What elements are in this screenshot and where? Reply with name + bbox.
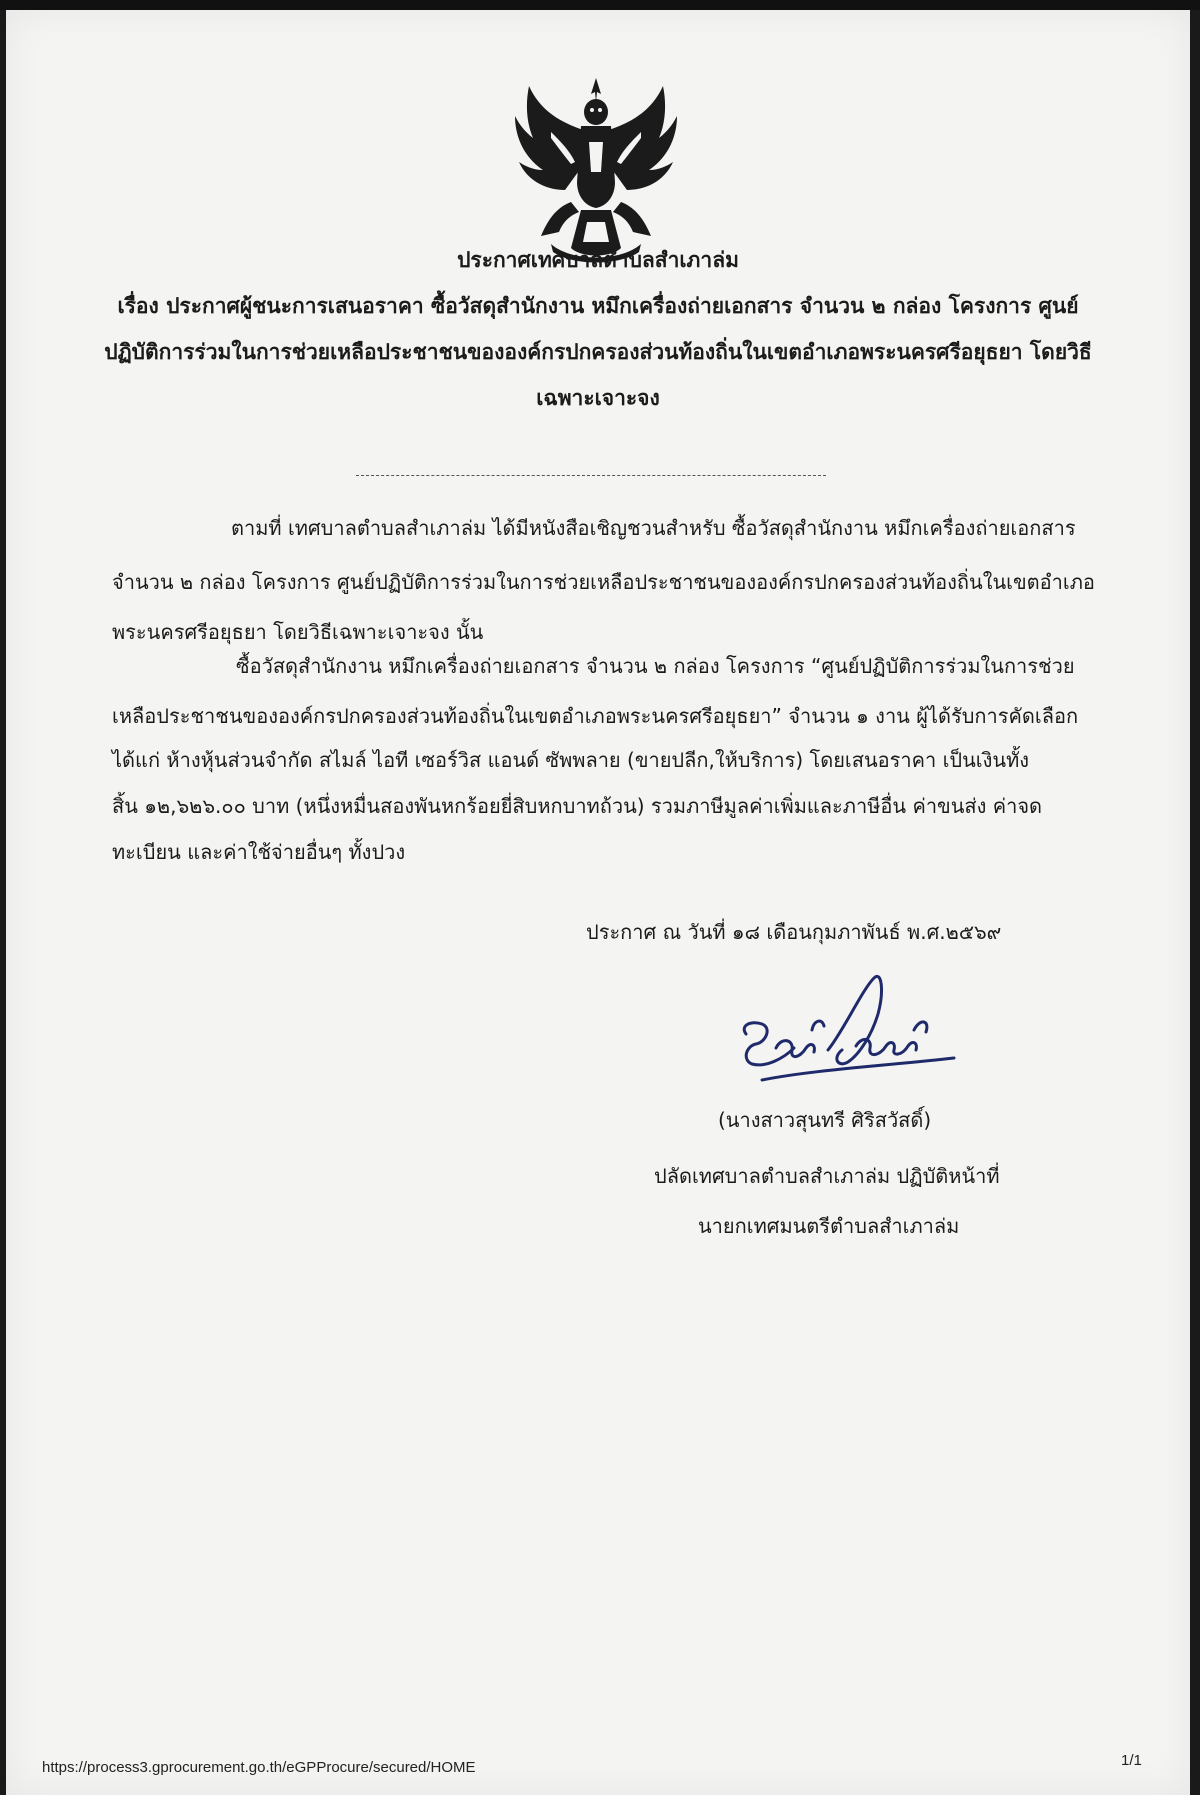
paragraph2-line-5: ทะเบียน และค่าใช้จ่ายอื่นๆ ทั้งปวง [112, 840, 406, 864]
subject-line-1: เรื่อง ประกาศผู้ชนะการเสนอราคา ซื้อวัสดุสำนักงาน หมึกเครื่องถ่ายเอกสาร จำนวน ๒ กล่อง โครงการ ศูนย์ [117, 294, 1079, 318]
announcement-heading: ประกาศเทศบาลตำบลสำเภาล่ม [457, 248, 739, 272]
paragraph2-line-4: สิ้น ๑๒,๖๒๖.๐๐ บาท (หนึ่งหมื่นสองพันหกร้อยยี่สิบหกบาทถ้วน) รวมภาษีมูลค่าเพิ่มและภาษีอื่น ค่าขนส่ง ค่าจด [112, 794, 1043, 818]
footer-url: https://process3.gprocurement.go.th/eGPProcure/secured/HOME [42, 1759, 476, 1776]
document-page [6, 10, 1190, 1795]
paragraph2-line-1: ซื้อวัสดุสำนักงาน หมึกเครื่องถ่ายเอกสาร จำนวน ๒ กล่อง โครงการ “ศูนย์ปฏิบัติการร่วมในการช่วย [236, 654, 1075, 678]
subject-line-3: เฉพาะเจาะจง [536, 386, 660, 410]
signatory-position-line-1: ปลัดเทศบาลตำบลสำเภาล่ม ปฏิบัติหน้าที่ [654, 1164, 1000, 1188]
paragraph1-line-1: ตามที่ เทศบาลตำบลสำเภาล่ม ได้มีหนังสือเชิญชวนสำหรับ ซื้อวัสดุสำนักงาน หมึกเครื่องถ่ายเอกสาร [231, 516, 1076, 540]
paragraph1-line-3: พระนครศรีอยุธยา โดยวิธีเฉพาะเจาะจง นั้น [112, 620, 484, 644]
paragraph1-line-2: จำนวน ๒ กล่อง โครงการ ศูนย์ปฏิบัติการร่วมในการช่วยเหลือประชาชนขององค์กรปกครองส่วนท้องถิ่นในเขตอำเภอ [112, 570, 1095, 594]
signatory-name: (นางสาวสุนทรี ศิริสวัสดิ์) [718, 1108, 932, 1132]
divider-line [356, 475, 826, 476]
signatory-position-line-2: นายกเทศมนตรีตำบลสำเภาล่ม [698, 1214, 960, 1238]
subject-line-2: ปฏิบัติการร่วมในการช่วยเหลือประชาชนขององค์กรปกครองส่วนท้องถิ่นในเขตอำเภอพระนครศรีอยุธยา โดยวิธี [104, 340, 1092, 364]
scan-top-edge [0, 0, 1200, 10]
garuda-emblem-icon [511, 72, 681, 264]
signature-image [732, 970, 962, 1095]
dateline: ประกาศ ณ วันที่ ๑๘ เดือนกุมภาพันธ์ พ.ศ.๒๕๖๙ [586, 920, 1002, 944]
paragraph2-line-2: เหลือประชาชนขององค์กรปกครองส่วนท้องถิ่นในเขตอำเภอพระนครศรีอยุธยา” จำนวน ๑ งาน ผู้ได้รับการคัดเลือก [112, 704, 1079, 728]
footer-page-number: 1/1 [1121, 1752, 1142, 1769]
paragraph2-line-3: ได้แก่ ห้างหุ้นส่วนจำกัด สไมล์ ไอที เซอร์วิส แอนด์ ซัพพลาย (ขายปลีก,ให้บริการ) โดยเสนอราคา เป็นเงินทั้ง [112, 748, 1030, 772]
